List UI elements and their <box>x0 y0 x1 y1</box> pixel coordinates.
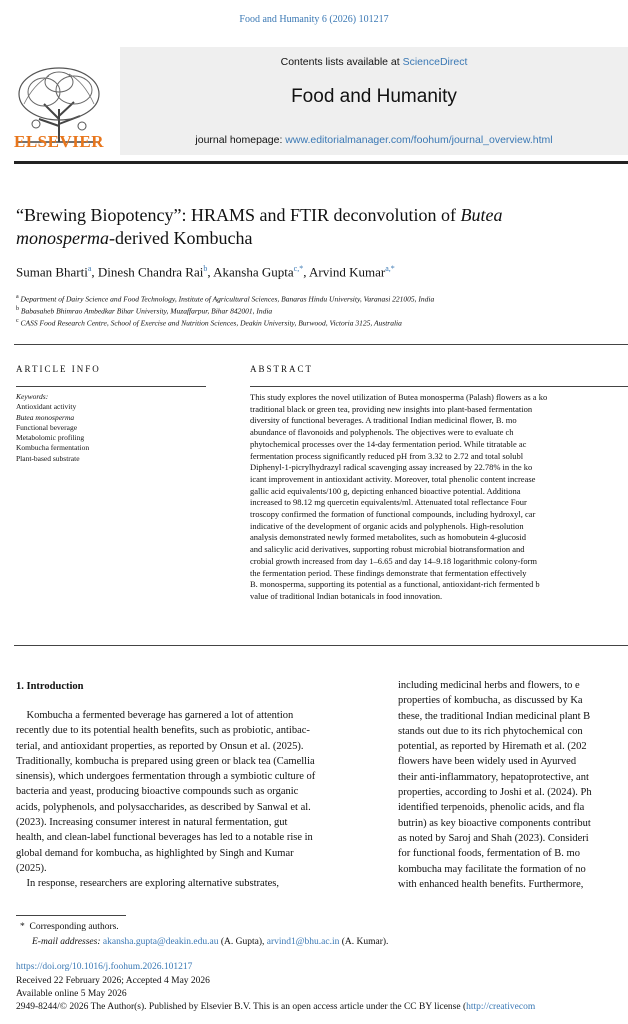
doi-link[interactable]: https://doi.org/10.1016/j.foohum.2026.101217 <box>16 962 193 972</box>
elsevier-logo-text: ELSEVIER <box>14 132 104 151</box>
intro-line: including medicinal herbs and flowers, to e <box>398 680 580 691</box>
email-label: E-mail addresses: <box>32 937 103 947</box>
article-title <box>16 204 626 250</box>
author-name[interactable]: Dinesh Chandra Rai <box>97 264 204 280</box>
abstract-line: icant improvement in antioxidant activity. Moreover, total phenolic content increase <box>250 473 536 484</box>
intro-line: properties, according to Joshi et al. (2024). Ph <box>398 787 592 799</box>
email-owner: (A. Gupta), <box>218 937 267 947</box>
abstract-line: crobial growth increased from day 1–6.65 and day 14–9.18 logarithmic colony-form <box>250 555 538 566</box>
intro-column-left <box>16 708 376 892</box>
abstract-line: This study explores the novel utilization of Butea monosperma (Palash) flowers as a ko <box>250 392 548 402</box>
abstract-line: increased to 98.12 mg quercetin equivalents/ml. Attenuated total reflectance Four <box>250 497 527 508</box>
license-link[interactable]: http://creativecom <box>466 1002 536 1012</box>
intro-line: flowers have been widely used in Ayurved <box>398 756 577 768</box>
intro-line: properties of kombucha, as discussed by Ka <box>398 695 583 707</box>
affiliation-text: Department of Dairy Science and Food Technology, Institute of Agricultural Sciences, Banaras Hindu University, Varanasi 221005, India <box>20 294 435 304</box>
keyword: Functional beverage <box>16 422 78 432</box>
intro-column-right <box>398 678 628 892</box>
email-link[interactable]: arvind1@bhu.ac.in <box>266 937 340 947</box>
author-sup[interactable]: a <box>87 264 92 273</box>
journal-homepage <box>120 134 628 146</box>
abstract-line: diversity of functional beverages. A traditional Indian medicinal flower, B. mo <box>250 415 517 426</box>
intro-line: sinensis), which undergoes fermentation through a symbiotic culture of <box>16 771 316 783</box>
email-owner: (A. Kumar). <box>339 937 389 947</box>
intro-line: health, and clean-label functional beverages has led to a notable rise in <box>16 832 313 844</box>
corresponding-text: Corresponding authors. <box>29 922 119 932</box>
intro-line: bacteria and yeast, producing bioactive compounds such as organic <box>16 786 299 798</box>
intro-line: (2025). <box>16 862 47 874</box>
intro-line: with enhanced health benefits. Furthermore, <box>398 878 584 890</box>
title-italic2: monosperma <box>16 228 109 248</box>
abstract-line: gallic acid equivalents/100 g, depicting enhanced bioactive potential. Additiona <box>250 485 521 496</box>
intro-line: identified terpenoids, phenolic acids, and fla <box>398 802 585 814</box>
abstract-line: abundance of flavonoids and polyphenols. The objectives were to evaluate ch <box>250 427 514 438</box>
intro-line: for functional foods, fermentation of B. mo <box>398 848 580 860</box>
sciencedirect-link[interactable]: ScienceDirect <box>402 56 468 68</box>
abstract-line: traditional black or green tea, providing new insights into plant-based fermentation <box>250 403 533 414</box>
keyword: Kombucha fermentation <box>16 443 90 453</box>
abstract-line: analysis demonstrated newly formed metabolites, such as homobutein 4-glucosid <box>250 532 526 543</box>
intro-line: (2023). Increasing consumer interest in natural fermentation, gut <box>16 817 288 829</box>
abstract-heading: ABSTRACT <box>250 364 314 374</box>
intro-line: Traditionally, kombucha is prepared using green or black tea (Camellia <box>16 755 315 767</box>
asterisk: * <box>20 922 30 932</box>
abstract-line: fermentation process significantly reduced pH from 3.32 to 2.72 and total solubl <box>250 450 524 461</box>
intro-line: recently due to its potential health benefits, such as probiotic, antibac- <box>16 725 310 737</box>
intro-line: global demand for kombucha, as highlighted by Singh and Kumar <box>16 847 294 859</box>
homepage-link[interactable]: www.editorialmanager.com/foohum/journal_overview.html <box>285 134 553 146</box>
keywords-block <box>16 392 206 464</box>
journal-title: Food and Humanity <box>291 86 457 107</box>
author-sep: , <box>91 264 98 280</box>
abstract-line: the fermentation period. These findings demonstrate that fermentation effectively <box>250 567 527 578</box>
abstract-line: B. monosperma, supporting its potential as a functional, antioxidant-rich fermented b <box>250 579 540 590</box>
intro-line: kombucha may facilitate the formation of no <box>398 863 586 875</box>
author-sup[interactable]: c,* <box>293 264 304 273</box>
intro-line: butrin) as key bioactive components contribut <box>398 817 591 829</box>
affiliation <box>16 294 434 304</box>
intro-line: as noted by Saroj and Shah (2023). Consideri <box>398 832 589 844</box>
keyword: Metabolomic profiling <box>16 433 85 443</box>
affiliation-text: Babasaheb Bhimrao Ambedkar Bihar University, Muzaffarpur, Bihar 842001, India <box>20 306 273 316</box>
title-part2: -derived Kombucha <box>109 228 253 248</box>
intro-line: terial, and antioxidant properties, as reported by Onsun et al. (2025). <box>16 740 304 752</box>
introduction-heading: 1. Introduction <box>16 681 84 692</box>
abstract-line: indicative of the development of organic acids and polyphenols. High-resolution <box>250 520 524 531</box>
intro-line: their anti-inflammatory, hepatoprotective, ant <box>398 771 589 783</box>
header-rule <box>14 161 628 164</box>
contents-prefix: Contents lists available at <box>280 56 403 68</box>
abstract-end-rule <box>14 645 628 646</box>
section-rule <box>14 344 628 345</box>
license-text: 2949-8244/© 2026 The Author(s). Published by Elsevier B.V. This is an open access article under the CC BY license ( <box>16 1002 467 1012</box>
affiliation-sup: a <box>16 294 19 300</box>
author-sep: , <box>303 264 310 280</box>
license-line <box>16 1002 628 1012</box>
keywords-label: Keywords: <box>16 392 49 401</box>
keyword: Antioxidant activity <box>16 402 77 412</box>
article-info-heading: ARTICLE INFO <box>16 364 101 374</box>
keyword: Plant-based substrate <box>16 453 80 463</box>
affiliation <box>16 306 272 316</box>
intro-line: acids, polyphenols, and polysaccharides, as described by Sanwal et al. <box>16 801 311 813</box>
abstract-line: phytochemical processes over the 14-day fermentation period. While titratable ac <box>250 438 527 449</box>
author-sup[interactable]: b <box>203 264 208 273</box>
email-note <box>32 937 388 947</box>
author-sep: , <box>207 264 214 280</box>
abstract-line: Diphenyl-1-picrylhydrazyl radical scavenging assay increased by 22.78% in the ko <box>250 462 533 473</box>
homepage-prefix: journal homepage: <box>195 134 286 146</box>
abstract-line: troscopy confirmed the formation of functional compounds, including hydroxyl, car <box>250 509 536 520</box>
affiliation <box>16 318 402 328</box>
contents-line <box>120 56 628 68</box>
affiliation-text: CASS Food Research Centre, School of Exercise and Nutrition Sciences, Deakin University, Burwood, Victoria 3125, Australia <box>20 318 402 328</box>
title-part1: “Brewing Biopotency”: HRAMS and FTIR deconvolution of <box>16 205 461 225</box>
email-link[interactable]: akansha.gupta@deakin.edu.au <box>102 937 219 947</box>
affiliation-sup: c <box>16 318 19 324</box>
intro-line: these, the traditional Indian medicinal plant B <box>398 710 591 722</box>
available-online: Available online 5 May 2026 <box>16 989 127 999</box>
abstract-line: value of traditional Indian botanicals in food innovation. <box>250 590 443 601</box>
author-sup[interactable]: a,* <box>385 264 395 273</box>
abstract-line: and salicylic acid derivatives, supporting robust microbial biotransformation and <box>250 544 525 555</box>
intro-line: potential, as reported by Hiremath et al. (202 <box>398 741 587 753</box>
abstract-rule <box>250 386 628 387</box>
title-italic1: Butea <box>460 205 503 225</box>
journal-citation[interactable]: Food and Humanity 6 (2026) 101217 <box>239 14 389 25</box>
author-name[interactable]: Suman Bharti <box>16 264 88 280</box>
affiliation-sup: b <box>16 306 19 312</box>
author-name[interactable]: Akansha Gupta <box>213 264 294 280</box>
author-list <box>16 264 395 280</box>
keyword: Butea monosperma <box>16 412 75 422</box>
abstract-text <box>250 392 628 603</box>
intro-line: Kombucha a fermented beverage has garnered a lot of attention <box>16 710 294 721</box>
received-dates: Received 22 February 2026; Accepted 4 May 2026 <box>16 976 210 986</box>
intro-line: In response, researchers are exploring alternative substrates, <box>16 878 279 890</box>
author-name[interactable]: Arvind Kumar <box>309 264 386 280</box>
footnote-rule <box>16 915 126 916</box>
article-info-rule <box>16 386 206 387</box>
corresponding-note <box>20 922 119 932</box>
intro-line: stands out due to its rich phytochemical con <box>398 725 583 737</box>
